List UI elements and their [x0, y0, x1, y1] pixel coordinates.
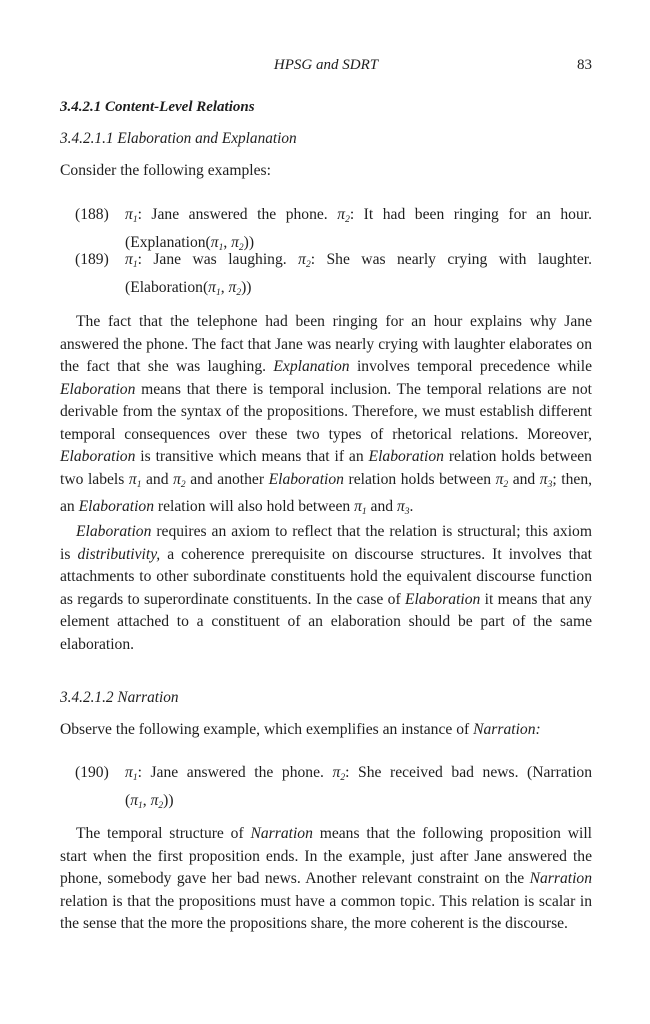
- subsection-heading: 3.4.2.1.1 Elaboration and Explanation: [60, 130, 297, 147]
- paragraph-2: Elaboration requires an axiom to reflect that the relation is structural; this axiom is distributivity, a coherence prerequisite on discourse structures. It involves that attachments to other subordinate constituents hold the equivalent discourse function as regards to superordinate constituents. In the case of Elaboration it means that any element attached to a constituent of an elaboration should be part of the same elaboration.: [60, 523, 592, 653]
- running-title: HPSG and SDRT: [273, 57, 379, 73]
- example-number: (189): [75, 251, 109, 268]
- intro-text-narration: Observe the following example, which exemplifies an instance of Narration:: [60, 721, 541, 738]
- paragraph-3: The temporal structure of Narration means that the following proposition will start when the first proposition ends. In the example, just after Jane answered the phone, somebody gave her bad news. Another relevant constraint on the Narration relation is that the propositions must have a common topic. This relation is scalar in the sense that the more the propositions share, the more coherent is the discourse.: [60, 825, 592, 932]
- intro-text: Consider the following examples:: [60, 162, 271, 179]
- example-relation: ($\pi_1$, $\pi_2$)): [125, 791, 174, 811]
- page-number: 83: [577, 57, 592, 73]
- example-relation: ($Explanation(\pi_1$, $\pi_2$)): [125, 233, 255, 253]
- example-line: $\pi_1$: Jane answered the phone. $\pi_2$: It had been ringing for an hour.: [125, 206, 592, 225]
- example-number: (190): [75, 764, 109, 781]
- running-header: [60, 57, 592, 77]
- example-190: [75, 762, 592, 817]
- example-line: $\pi_1$: Jane was laughing. $\pi_2$: She was nearly crying with laughter.: [125, 251, 593, 270]
- example-line: $\pi_1$: Jane answered the phone. $\pi_2$: She received bad news. (Narration: [125, 764, 592, 783]
- example-relation: ($Elaboration(\pi_1$, $\pi_2$)): [125, 278, 252, 298]
- example-189: [75, 249, 592, 304]
- example-number: (188): [75, 206, 109, 223]
- section-heading: 3.4.2.1 Content-Level Relations: [60, 99, 255, 115]
- subsection-heading-narration: 3.4.2.1.2 Narration: [60, 689, 179, 706]
- paragraph-1: The fact that the telephone had been ringing for an hour explains why Jane answered the phone. The fact that Jane was nearly crying with laughter elaborates on the fact that she was laughing. Explanation involves temporal precedence while Elaboration means that there is temporal inclusion. The temporal relations are not derivable from the syntax of the propositions. Therefore, we must establish different temporal consequences over these two types of rhetorical relations. Moreover, Elaboration is transitive which means that if an Elaboration relation holds between two labels $\pi_1$ and $\pi_2$ and another Elaboration relation holds between $\pi_2$ and $\pi_3$; then, an Elaboration relation will also hold between $\pi_1$ and $\pi_3$.: [60, 313, 593, 517]
